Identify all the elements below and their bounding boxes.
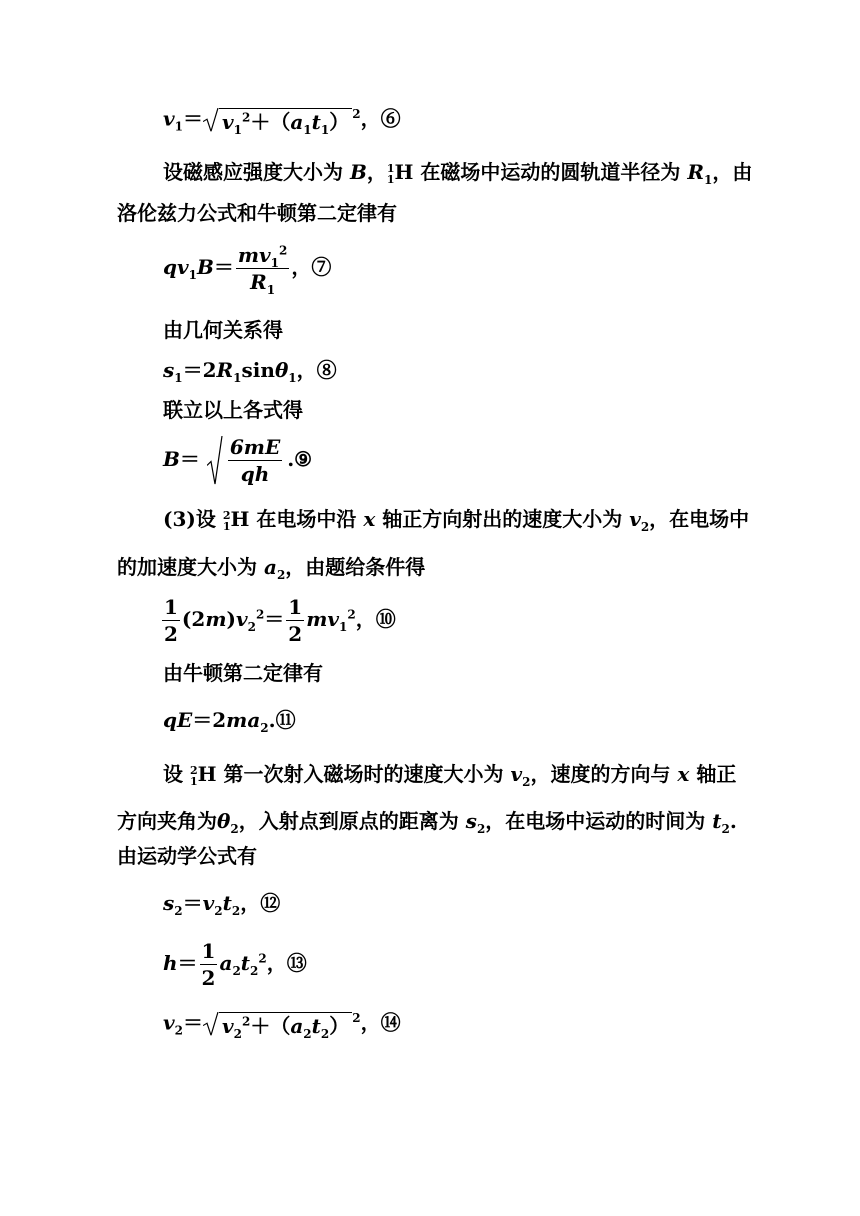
equation-7: $qv_1B=$ $\frac{mv_1^2}{R_1}$ ，⑦ bbox=[163, 243, 332, 297]
paragraph-line: 方向夹角为$\theta_2$，入射点到原点的距离为 $s_2$，在电场中运动的时间为 $t_2$. bbox=[117, 809, 737, 836]
equation-11: $qE=2ma_2.⑪$ bbox=[163, 708, 296, 735]
paragraph-line: 由几何关系得 bbox=[163, 318, 283, 342]
var-v: v bbox=[163, 1010, 175, 1035]
paragraph-line: 由运动学公式有 bbox=[117, 844, 257, 868]
fraction: $\frac{1}{2}$ bbox=[201, 939, 216, 990]
equation-8: $s_1=2R_1\sin\theta_1$，⑧ bbox=[163, 358, 337, 385]
var-v: v bbox=[163, 106, 175, 131]
paragraph-line: (3)设 2 1 H 在电场中沿 x 轴正方向射出的速度大小为 $v_2$，在电场中 bbox=[163, 507, 750, 534]
equation-14: $v_2=$ $v_2^2+(a_2t_2)$ $^2$，⑭ bbox=[163, 1010, 401, 1041]
equation-10: $\frac{1}{2}$ $(2m)v_2^2=$ $\frac{1}{2}$ $mv_1^2$，⑩ bbox=[164, 595, 396, 646]
equation-6: $v_1=$ $v_1^2+(a_1t_1)$ $^2$，⑥ bbox=[163, 106, 401, 137]
square-root: $v_1^2+(a_1t_1)$ bbox=[203, 108, 352, 132]
fraction: $\frac{1}{2}$ bbox=[164, 595, 178, 646]
paragraph-line: 联立以上各式得 bbox=[163, 398, 303, 422]
paragraph-line: 设磁感应强度大小为 B， 1 1 H 在磁场中运动的圆轨道半径为 $R_1$，由 bbox=[163, 160, 753, 187]
fraction: $\frac{6mE}{qh}$ bbox=[229, 435, 281, 486]
square-root bbox=[207, 436, 287, 485]
paragraph-line: 洛伦兹力公式和牛顿第二定律有 bbox=[117, 201, 397, 225]
isotope-notation: 2 1 H bbox=[222, 507, 250, 533]
isotope-notation: 1 1 H bbox=[386, 160, 414, 186]
paragraph-line: 由牛顿第二定律有 bbox=[163, 661, 323, 685]
fraction: $\frac{1}{2}$ bbox=[288, 595, 303, 646]
paragraph-line: 设 2 1 H 第一次射入磁场时的速度大小为 $v_2$，速度的方向与 x 轴正 bbox=[163, 762, 737, 789]
square-root: $v_2^2+(a_2t_2)$ bbox=[203, 1012, 352, 1036]
paragraph-line: 的加速度大小为 $a_2$，由题给条件得 bbox=[117, 555, 426, 582]
isotope-notation: 2 1 H bbox=[189, 762, 217, 788]
equation-9: B＝ $\frac{6mE}{qh}$ .⑨ bbox=[163, 435, 313, 486]
equation-13: h＝ $\frac{1}{2}$ $a_2t_2^2$，⑬ bbox=[163, 939, 307, 990]
equation-12: $s_2=v_2t_2$，⑫ bbox=[163, 891, 281, 918]
fraction: $\frac{mv_1^2}{R_1}$ bbox=[237, 243, 288, 297]
